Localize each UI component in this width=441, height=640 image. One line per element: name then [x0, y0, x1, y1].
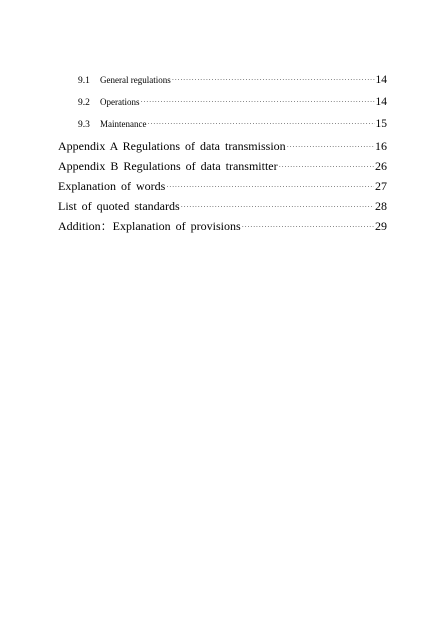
- toc-entry-explanation-of-words[interactable]: [58, 176, 387, 196]
- dot-leader: [287, 137, 374, 157]
- toc-entry-label: Maintenance: [100, 119, 147, 129]
- toc-entry-page: 16: [375, 139, 387, 153]
- toc-entry-appendix-b[interactable]: [58, 156, 387, 176]
- toc-entry-page: 27: [375, 179, 387, 193]
- toc-entry-9-2[interactable]: [58, 91, 387, 113]
- toc-entry-number: 9.1: [78, 76, 90, 86]
- toc-entry-page: 15: [375, 118, 387, 130]
- toc-entry-number: 9.3: [78, 120, 90, 130]
- toc-entry-label: Explanation of words: [58, 179, 166, 193]
- table-of-contents: [58, 69, 387, 236]
- toc-entry-label: Appendix B Regulations of data transmitter: [58, 159, 278, 173]
- toc-entry-label: Operations: [100, 97, 140, 107]
- dot-leader: [141, 91, 375, 113]
- toc-entry-page: 28: [375, 199, 387, 213]
- toc-entry-addition[interactable]: [58, 216, 387, 236]
- dot-leader: [181, 197, 374, 217]
- toc-entry-label: List of quoted standards: [58, 199, 180, 213]
- toc-entry-page: 14: [375, 74, 387, 86]
- toc-entry-number: 9.2: [78, 98, 90, 108]
- toc-entry-9-1[interactable]: [58, 69, 387, 91]
- dot-leader: [279, 157, 374, 177]
- toc-entry-quoted-standards[interactable]: [58, 196, 387, 216]
- toc-entry-9-3[interactable]: [58, 113, 387, 135]
- toc-entry-appendix-a[interactable]: [58, 136, 387, 156]
- dot-leader: [172, 69, 375, 91]
- dot-leader: [242, 217, 374, 237]
- toc-entry-page: 14: [375, 96, 387, 108]
- toc-entry-label: Appendix A Regulations of data transmission: [58, 139, 286, 153]
- toc-entry-page: 26: [375, 159, 387, 173]
- toc-entry-label: Addition：Explanation of provisions: [58, 219, 241, 233]
- dot-leader: [166, 177, 374, 197]
- toc-entry-label: General regulations: [100, 75, 171, 85]
- toc-entry-page: 29: [375, 219, 387, 233]
- dot-leader: [147, 113, 374, 135]
